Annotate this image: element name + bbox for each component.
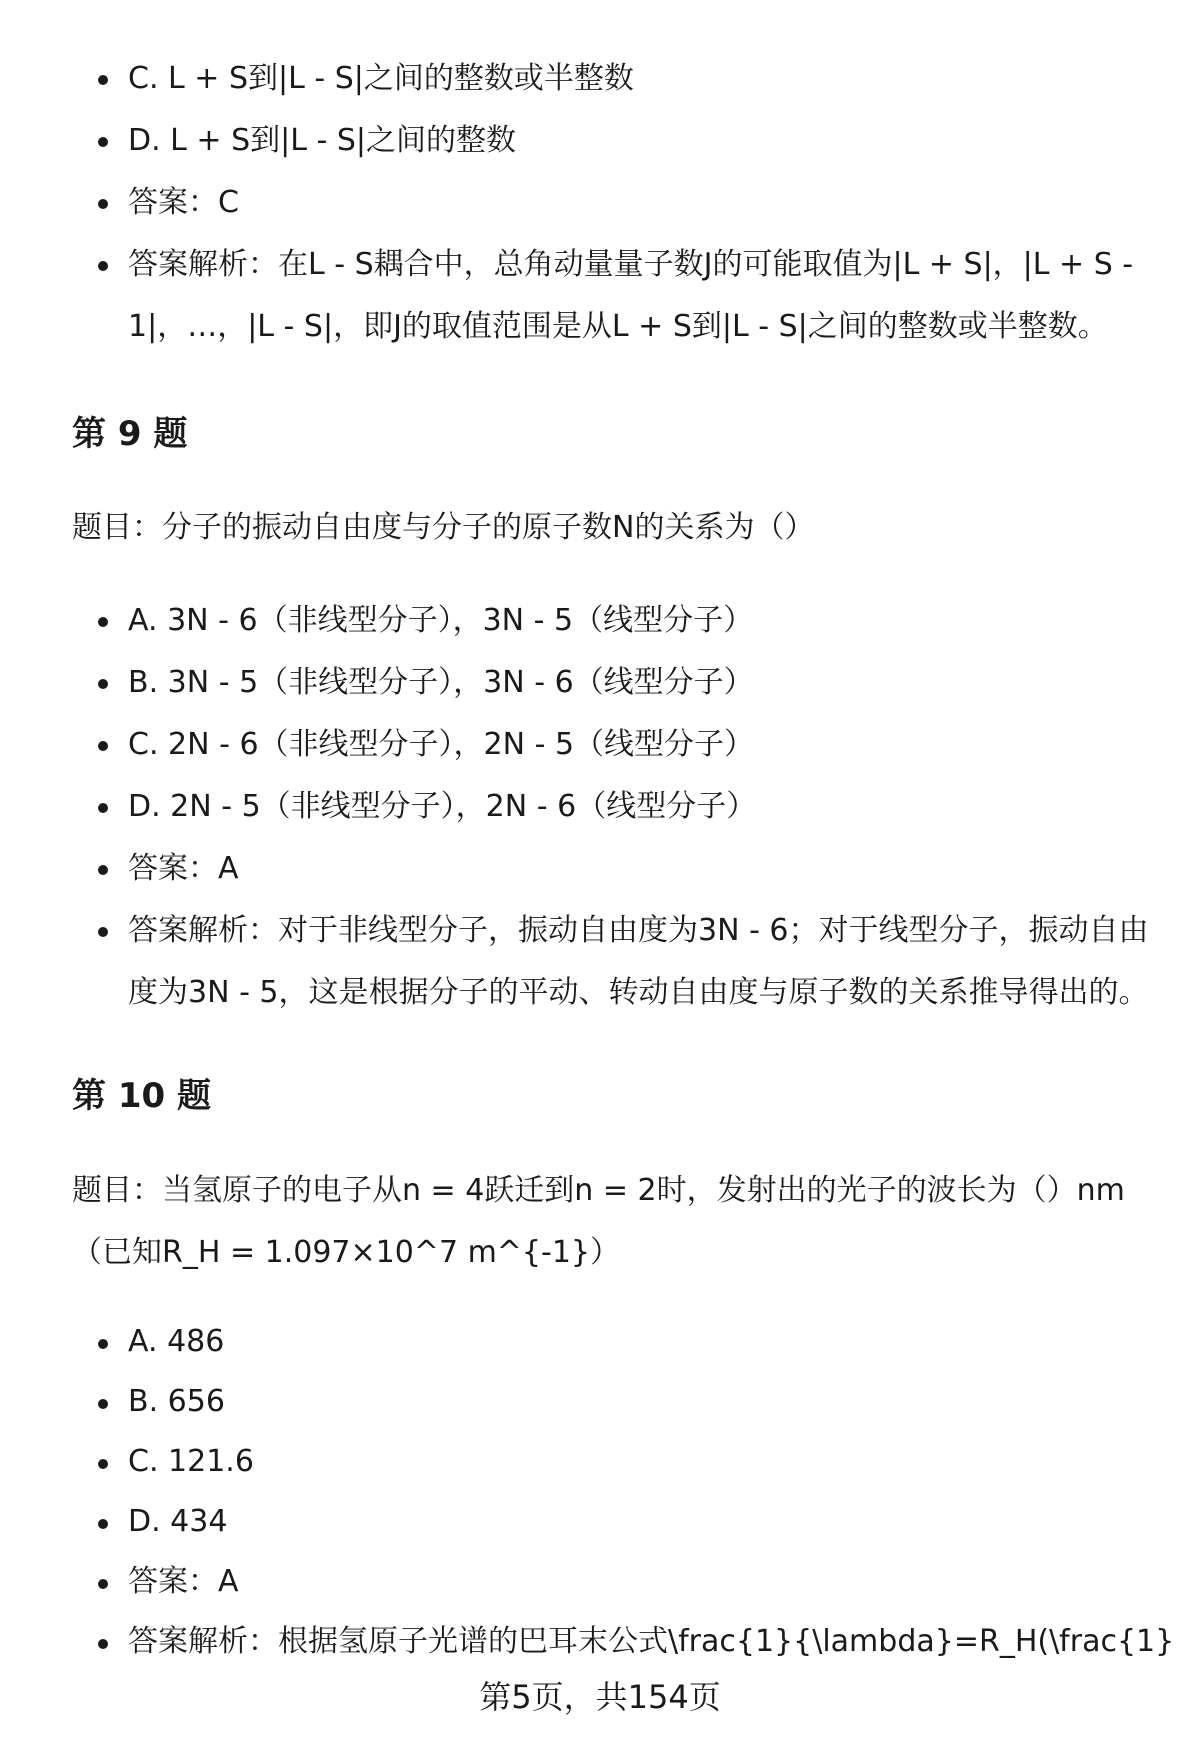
q8-option-c: C. L + S到|L - S|之间的整数或半整数	[72, 48, 1178, 110]
q10-option-d: D. 434	[72, 1492, 1178, 1552]
q9-answer: 答案：A	[72, 838, 1178, 900]
q10-option-c: C. 121.6	[72, 1432, 1178, 1492]
q9-option-c: C. 2N - 6（非线型分子），2N - 5（线型分子）	[72, 714, 1178, 776]
q10-option-b: B. 656	[72, 1372, 1178, 1432]
q8-answer: 答案：C	[72, 172, 1178, 234]
q10-explanation: 答案解析：根据氢原子光谱的巴耳末公式\frac{1}{\lambda}=R_H(\frac{1}	[72, 1612, 1178, 1672]
q9-option-b: B. 3N - 5（非线型分子），3N - 6（线型分子）	[72, 652, 1178, 714]
q9-option-d: D. 2N - 5（非线型分子），2N - 6（线型分子）	[72, 776, 1178, 838]
q10-option-list	[0, 1312, 1178, 1672]
q8-explanation: 答案解析：在L - S耦合中，总角动量量子数J的可能取值为|L + S|，|L + S - 1|，…，|L - S|，即J的取值范围是从L + S到|L - S|之间的整数或半整数。	[72, 234, 1178, 358]
q9-question: 题目：分子的振动自由度与分子的原子数N的关系为（）	[72, 510, 815, 545]
q10-answer: 答案：A	[72, 1552, 1178, 1612]
q10-question: 题目：当氢原子的电子从n = 4跃迁到n = 2时，发射出的光子的波长为（）nm（已知R_H = 1.097×10^7 m^{-1}）	[72, 1173, 1125, 1270]
q9-option-list	[0, 590, 1178, 1024]
page-number-footer: 第5页，共154页	[479, 1678, 721, 1716]
q9-option-a: A. 3N - 6（非线型分子），3N - 5（线型分子）	[72, 590, 1178, 652]
q10-option-a: A. 486	[72, 1312, 1178, 1372]
q8-option-list	[0, 48, 1178, 358]
q10-heading: 第 10 题	[72, 1076, 211, 1116]
q9-heading: 第 9 题	[72, 414, 188, 454]
q8-option-d: D. L + S到|L - S|之间的整数	[72, 110, 1178, 172]
q9-explanation: 答案解析：对于非线型分子，振动自由度为3N - 6；对于线型分子，振动自由度为3N - 5，这是根据分子的平动、转动自由度与原子数的关系推导得出的。	[72, 900, 1178, 1024]
